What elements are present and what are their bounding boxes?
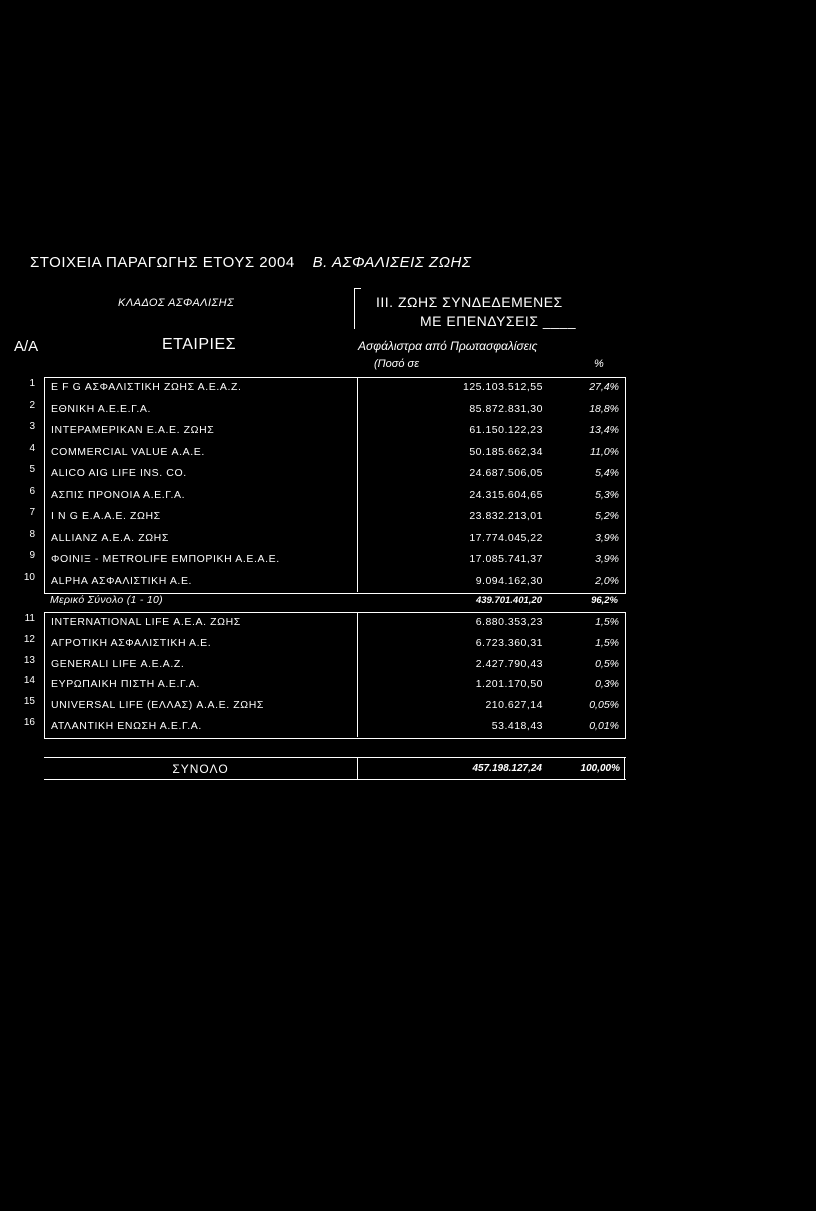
row-number: 3 bbox=[29, 421, 35, 432]
row-number: 8 bbox=[29, 528, 35, 540]
row-number: 13 bbox=[23, 654, 35, 666]
row-number: 2 bbox=[29, 399, 35, 411]
premium-amount: 17.085.741,37 bbox=[469, 553, 543, 565]
premium-amount: 85.872.831,30 bbox=[469, 402, 543, 415]
aa-header: Α/Α bbox=[14, 338, 39, 355]
table-row bbox=[23, 633, 625, 654]
row-number: 5 bbox=[29, 464, 35, 475]
row-number: 4 bbox=[29, 442, 35, 454]
total-top-rule bbox=[44, 757, 626, 758]
row-number: 16 bbox=[23, 717, 35, 728]
table-row bbox=[24, 613, 625, 633]
document-title bbox=[30, 254, 471, 271]
company-name: ΑΓΡΟΤΙΚΗ ΑΣΦΑΛΙΣΤΙΚΗ Α.Ε. bbox=[51, 636, 212, 649]
total-right-border bbox=[624, 757, 625, 779]
table-row bbox=[29, 528, 625, 549]
premium-amount: 125.103.512,55 bbox=[463, 381, 543, 393]
table-row bbox=[23, 654, 625, 675]
table-row bbox=[29, 442, 625, 463]
company-name: COMMERCIAL VALUE Α.Α.Ε. bbox=[51, 445, 205, 458]
table-row bbox=[29, 421, 625, 441]
premium-amount: 2.427.790,43 bbox=[475, 657, 543, 670]
market-share: 5,2% bbox=[595, 510, 619, 522]
table-row bbox=[23, 571, 625, 592]
table-row bbox=[23, 717, 625, 737]
total-divider bbox=[357, 757, 358, 779]
table-row bbox=[23, 675, 625, 695]
company-name: GENERALI LIFE Α.Ε.Α.Ζ. bbox=[51, 657, 185, 670]
table-row bbox=[29, 507, 625, 527]
market-share: 2,0% bbox=[595, 574, 619, 587]
table-row bbox=[29, 485, 625, 506]
total-bottom-rule bbox=[44, 779, 626, 780]
company-name: ΕΥΡΩΠΑΙΚΗ ΠΙΣΤΗ Α.Ε.Γ.Α. bbox=[51, 678, 200, 691]
market-share: 18,8% bbox=[589, 402, 619, 415]
company-name: ALLIANZ Α.Ε.Α. ΖΩΗΣ bbox=[51, 531, 169, 544]
klados-header: ΚΛΑΔΟΣ ΑΣΦΑΛΙΣΗΣ bbox=[118, 297, 235, 309]
premium-amount: 6.880.353,23 bbox=[475, 616, 543, 628]
company-name: ΑΤΛΑΝΤΙΚΗ ΕΝΩΣΗ Α.Ε.Γ.Α. bbox=[51, 720, 202, 732]
premium-amount: 50.185.662,34 bbox=[469, 445, 543, 458]
column-header-line1: ΙΙΙ. ΖΩΗΣ ΣΥΝΔΕΔΕΜΕΝΕΣ bbox=[376, 294, 563, 310]
column-header-line4: (Ποσό σε bbox=[374, 358, 420, 370]
market-share: 3,9% bbox=[595, 531, 619, 544]
table-row bbox=[29, 550, 625, 570]
market-share: 13,4% bbox=[589, 424, 619, 436]
table-row bbox=[23, 696, 625, 716]
premium-amount: 1.201.170,50 bbox=[475, 678, 543, 691]
premium-amount: 17.774.045,22 bbox=[469, 531, 543, 544]
header-bracket bbox=[354, 288, 361, 329]
companies-header: ΕΤΑΙΡΙΕΣ bbox=[162, 336, 237, 353]
row-number: 9 bbox=[29, 550, 35, 561]
subtotal-row bbox=[44, 592, 624, 610]
column-header-line3: Ασφάλιστρα από Πρωτασφαλίσεις bbox=[358, 339, 538, 353]
premium-amount: 53.418,43 bbox=[491, 720, 543, 732]
percent-header: % bbox=[594, 358, 604, 370]
company-name: E F G ΑΣΦΑΛΙΣΤΙΚΗ ΖΩΗΣ Α.Ε.Α.Ζ. bbox=[51, 381, 242, 393]
column-header-line2: ΜΕ ΕΠΕΝΔΥΣΕΙΣ ____ bbox=[420, 313, 577, 329]
table-group-bottom bbox=[23, 612, 626, 739]
row-number: 15 bbox=[23, 696, 35, 708]
market-share: 0,05% bbox=[589, 699, 619, 712]
company-name: ΕΘΝΙΚΗ Α.Ε.Ε.Γ.Α. bbox=[51, 402, 152, 415]
total-percent: 100,00% bbox=[580, 763, 620, 774]
total-label: ΣΥΝΟΛΟ bbox=[172, 762, 229, 776]
market-share: 5,4% bbox=[595, 467, 619, 479]
subtotal-amount: 439.701.401,20 bbox=[475, 595, 542, 606]
company-name: ALPHA ΑΣΦΑΛΙΣΤΙΚΗ Α.Ε. bbox=[51, 574, 193, 587]
row-number: 14 bbox=[23, 675, 35, 687]
market-share: 0,3% bbox=[595, 678, 619, 691]
premium-amount: 23.832.213,01 bbox=[469, 510, 543, 522]
premium-amount: 24.315.604,65 bbox=[469, 488, 543, 501]
premium-amount: 6.723.360,31 bbox=[475, 636, 543, 649]
market-share: 1,5% bbox=[595, 616, 619, 628]
column-divider-top bbox=[357, 377, 358, 592]
company-name: ΑΣΠΙΣ ΠΡΟΝΟΙΑ Α.Ε.Γ.Α. bbox=[51, 488, 186, 501]
market-share: 5,3% bbox=[595, 488, 619, 501]
table-group-top bbox=[23, 377, 626, 594]
market-share: 0,01% bbox=[589, 720, 619, 732]
row-number: 7 bbox=[29, 507, 35, 518]
table-row bbox=[29, 399, 625, 420]
market-share: 11,0% bbox=[590, 445, 619, 458]
subtitle-text: Β. ΑΣΦΑΛΙΣΕΙΣ ΖΩΗΣ bbox=[312, 254, 472, 271]
company-name: ALICO AIG LIFE INS. CO. bbox=[51, 467, 187, 479]
row-number: 12 bbox=[23, 633, 35, 645]
table-row bbox=[29, 378, 625, 398]
market-share: 27,4% bbox=[589, 381, 619, 393]
market-share: 0,5% bbox=[595, 657, 619, 670]
market-share: 1,5% bbox=[595, 636, 619, 649]
row-number: 10 bbox=[23, 571, 35, 583]
company-name: ΦΟΙΝΙΞ - METROLIFE ΕΜΠΟΡΙΚΗ Α.Ε.Α.Ε. bbox=[51, 553, 280, 565]
subtotal-label: Μερικό Σύνολο (1 - 10) bbox=[50, 594, 163, 606]
premium-amount: 24.687.506,05 bbox=[469, 467, 543, 479]
premium-amount: 61.150.122,23 bbox=[469, 424, 543, 436]
row-number: 6 bbox=[29, 485, 35, 497]
row-number: 11 bbox=[24, 613, 35, 624]
premium-amount: 210.627,14 bbox=[485, 699, 543, 712]
total-amount: 457.198.127,24 bbox=[472, 763, 542, 774]
company-name: ΙΝΤΕΡΑΜΕΡΙΚΑΝ Ε.Α.Ε. ΖΩΗΣ bbox=[51, 424, 215, 436]
company-name: I N G Ε.Α.Α.Ε. ΖΩΗΣ bbox=[51, 510, 161, 522]
subtotal-percent: 96,2% bbox=[591, 595, 618, 606]
table-row bbox=[29, 464, 625, 484]
column-divider-bottom bbox=[357, 612, 358, 737]
row-number: 1 bbox=[29, 378, 35, 389]
title-text: ΣΤΟΙΧΕΙΑ ΠΑΡΑΓΩΓΗΣ ΕΤΟΥΣ 2004 bbox=[30, 254, 295, 271]
company-name: UNIVERSAL LIFE (ΕΛΛΑΣ) Α.Α.Ε. ΖΩΗΣ bbox=[51, 699, 264, 712]
market-share: 3,9% bbox=[595, 553, 619, 565]
premium-amount: 9.094.162,30 bbox=[475, 574, 543, 587]
company-name: INTERNATIONAL LIFE Α.Ε.Α. ΖΩΗΣ bbox=[51, 616, 241, 628]
